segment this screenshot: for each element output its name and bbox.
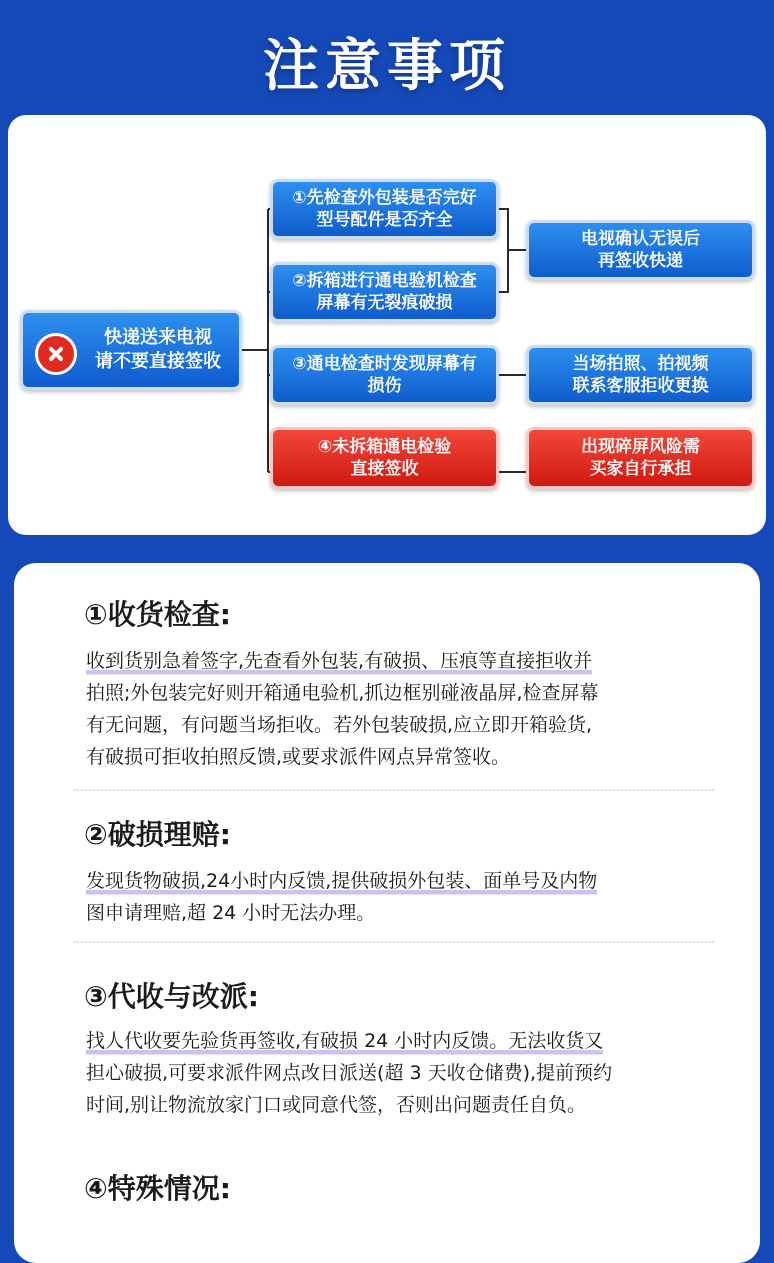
section-1-title: ①收货检查: <box>84 598 231 631</box>
flow-step-3-line-2: 损伤 <box>367 376 402 396</box>
flow-step-1-line-2: 型号配件是否齐全 <box>316 210 453 230</box>
flow-root-node <box>20 310 242 390</box>
section-1-line-1: 收到货别急着签字,先查看外包装,有破损、压痕等直接拒收并 <box>86 645 592 677</box>
section-4-title: ④特殊情况: <box>84 1172 231 1205</box>
section-1-line-2: 拍照;外包装完好则开箱通电验机,抓边框别碰液晶屏,检查屏幕 <box>86 682 599 704</box>
connector-bracket-1 <box>499 209 508 292</box>
flow-result-2-line-1: 当场拍照、拍视频 <box>572 354 709 374</box>
flow-result-3-line-1: 出现碎屏风险需 <box>581 437 700 457</box>
flow-root-line-1: 快递送来电视 <box>104 327 212 348</box>
section-2-body <box>86 865 706 929</box>
flow-step-1 <box>270 179 499 239</box>
section-3-line-1: 找人代收要先验货再签收,有破损 24 小时内反馈。无法收货又 <box>86 1025 603 1057</box>
flow-step-2-line-1: ②拆箱进行通电验机检查 <box>292 271 477 291</box>
flow-step-2 <box>270 262 499 322</box>
flow-step-3 <box>270 345 499 405</box>
section-2-title: ②破损理赔: <box>84 818 231 851</box>
section-3-line-3: 时间,别让物流放家门口或同意代签，否则出问题责任自负。 <box>86 1094 587 1116</box>
flow-step-3-line-1: ③通电检查时发现屏幕有 <box>292 354 477 374</box>
flow-step-4-line-1: ④未拆箱通电检验 <box>317 437 452 457</box>
page-title: 注意事项 <box>263 34 511 99</box>
section-divider <box>74 941 714 943</box>
flow-result-2 <box>526 345 755 405</box>
flow-result-1-line-2: 再签收快递 <box>598 251 683 271</box>
section-3-body <box>86 1025 706 1121</box>
flow-step-2-line-2: 屏幕有无裂痕破损 <box>316 293 453 313</box>
flow-result-1 <box>526 220 755 280</box>
flow-root-line-2: 请不要直接签收 <box>95 351 221 372</box>
notes-card <box>14 563 760 1263</box>
section-3-title: ③代收与改派: <box>84 980 259 1013</box>
flow-result-2-line-2: 联系客服拒收更换 <box>572 376 709 396</box>
section-2-line-1: 发现货物破损,24小时内反馈,提供破损外包装、面单号及内物 <box>86 865 597 897</box>
section-divider <box>74 789 714 791</box>
section-1-body <box>86 645 706 773</box>
section-1-line-3: 有无问题，有问题当场拒收。若外包装破损,应立即开箱验货, <box>86 714 593 736</box>
x-circle-icon <box>35 333 77 375</box>
flow-result-3-line-2: 买家自行承担 <box>589 459 692 479</box>
flow-step-4 <box>270 427 499 489</box>
flow-chart-card <box>8 115 766 535</box>
flow-step-4-line-2: 直接签收 <box>350 459 419 479</box>
section-3-line-2: 担心破损,可要求派件网点改日派送(超 3 天收仓储费),提前预约 <box>86 1062 613 1084</box>
section-2-line-2: 图申请理赔,超 24 小时无法办理。 <box>86 902 376 924</box>
flow-result-1-line-1: 电视确认无误后 <box>581 229 700 249</box>
flow-step-1-line-1: ①先检查外包装是否完好 <box>292 188 477 208</box>
section-1-line-4: 有破损可拒收拍照反馈,或要求派件网点异常签收。 <box>86 746 511 768</box>
flow-result-3 <box>526 427 755 489</box>
